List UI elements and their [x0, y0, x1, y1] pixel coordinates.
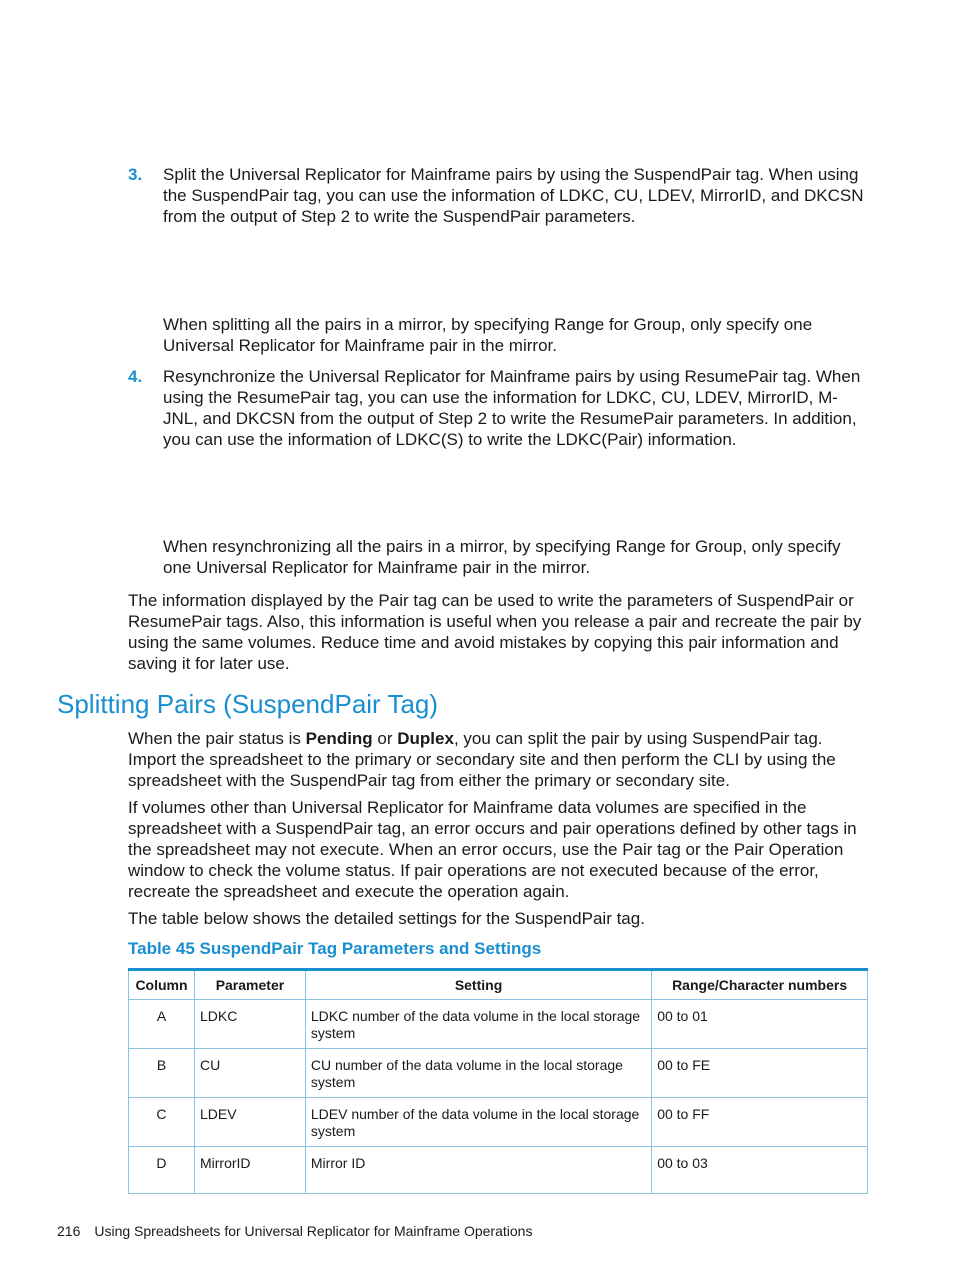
step-4-note: When resynchronizing all the pairs in a mirror, by specifying Range for Group, only specify one Universal Replicator for Mainframe pair in the mirror.: [163, 537, 841, 577]
section-paragraph-1: [128, 728, 870, 791]
cell-column: C: [129, 1098, 195, 1147]
text-run: , you can split the pair by using SuspendPair tag. Import the spreadsheet to the primary or secondary site and then perform the CLI by using the spreadsheet with the SuspendPair tag from either the primary or secondary site.: [128, 729, 836, 790]
cell-column: A: [129, 1000, 195, 1049]
table-row: [129, 1098, 868, 1147]
header-setting: Setting: [305, 970, 651, 1000]
step-text: Resynchronize the Universal Replicator for Mainframe pairs by using ResumePair tag. When using the ResumePair tag, you can use the information for LDKC, CU, LDEV, MirrorID, M-JNL, and DKCSN from the output of Step 2 to write the ResumePair parameters. In addition, you can use the information of LDKC(S) to write the LDKC(Pair) information.: [163, 367, 861, 449]
step-3: [128, 164, 868, 227]
cell-parameter: LDEV: [194, 1098, 305, 1147]
cell-setting: LDKC number of the data volume in the local storage system: [305, 1000, 651, 1049]
table-row: [129, 1000, 868, 1049]
cell-range: 00 to FF: [652, 1098, 868, 1147]
status-duplex: Duplex: [397, 729, 454, 748]
section-heading: Splitting Pairs (SuspendPair Tag): [57, 689, 439, 719]
cell-parameter: CU: [194, 1049, 305, 1098]
cell-column: D: [129, 1147, 195, 1194]
intro-paragraph: The information displayed by the Pair tag can be used to write the parameters of SuspendPair or ResumePair tags. Also, this information is useful when you release a pair and recreate the pair by using the same volumes. Reduce time and avoid mistakes by copying this pair information and saving it for later use.: [128, 591, 862, 673]
cell-range: 00 to 01: [652, 1000, 868, 1049]
step-text: Split the Universal Replicator for Mainframe pairs by using the SuspendPair tag. When using the SuspendPair tag, you can use the information of LDKC, CU, LDEV, MirrorID, and DKCSN from the output of Step 2 to write the SuspendPair parameters.: [163, 165, 864, 226]
cell-parameter: MirrorID: [194, 1147, 305, 1194]
table-row: [129, 1147, 868, 1194]
section-paragraph-3: The table below shows the detailed settings for the SuspendPair tag.: [128, 909, 645, 928]
step-number: 4.: [128, 367, 143, 386]
text-run: or: [372, 729, 398, 748]
step-4: [128, 366, 868, 450]
step-number: 3.: [128, 165, 143, 184]
table-header-row: [129, 970, 868, 1000]
cell-range: 00 to 03: [652, 1147, 868, 1194]
header-range: Range/Character numbers: [652, 970, 868, 1000]
footer-text: Using Spreadsheets for Universal Replicator for Mainframe Operations: [94, 1223, 533, 1239]
page-footer: [57, 1222, 532, 1240]
cell-parameter: LDKC: [194, 1000, 305, 1049]
cell-setting: Mirror ID: [305, 1147, 651, 1194]
step-3-note: When splitting all the pairs in a mirror, by specifying Range for Group, only specify one Universal Replicator for Mainframe pair in the mirror.: [163, 315, 813, 355]
header-column: Column: [129, 970, 195, 1000]
cell-range: 00 to FE: [652, 1049, 868, 1098]
parameters-table: [128, 968, 868, 1194]
section-paragraph-2: If volumes other than Universal Replicator for Mainframe data volumes are specified in the spreadsheet with a SuspendPair tag, an error occurs and pair operations defined by other tags in the spreadsheet may not execute. When an error occurs, use the Pair tag or the Pair Operation window to check the volume status. If pair operations are not executed because of the error, recreate the spreadsheet and execute the operation again.: [128, 798, 857, 901]
status-pending: Pending: [305, 729, 373, 748]
page-number: 216: [57, 1223, 81, 1239]
header-parameter: Parameter: [194, 970, 305, 1000]
text-run: When the pair status is: [128, 729, 306, 748]
cell-setting: LDEV number of the data volume in the local storage system: [305, 1098, 651, 1147]
cell-setting: CU number of the data volume in the local storage system: [305, 1049, 651, 1098]
table-caption: Table 45 SuspendPair Tag Parameters and Settings: [128, 939, 542, 958]
cell-column: B: [129, 1049, 195, 1098]
table-row: [129, 1049, 868, 1098]
